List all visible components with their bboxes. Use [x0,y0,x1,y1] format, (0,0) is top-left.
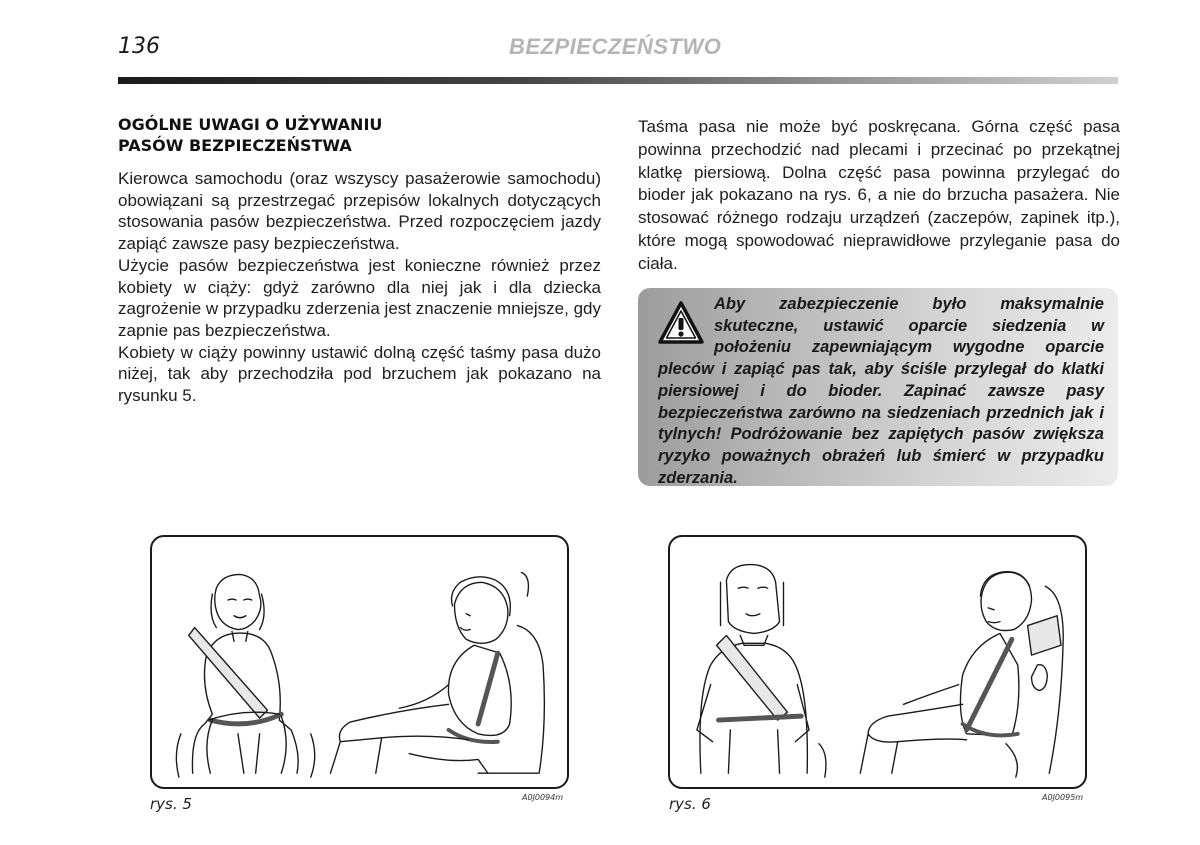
front-seated-woman [176,574,314,777]
figure-5-illustration [152,537,567,787]
right-column-text [638,116,1120,276]
figure-6-caption: rys. 6 [669,795,711,813]
figure-6-frame [668,535,1087,789]
section-heading [118,114,618,156]
figure-5-code: A0J0094m [522,793,564,802]
paragraph-lower-strap: Kobiety w ciąży powinny ustawić dolną część taśmy pasa dużo niżej, tak aby przechodziła pod brzuchem jak pokazano na rysunku 5. [118,342,601,406]
header-rule [118,77,1118,84]
paragraph-strap-position: Taśma pasa nie może być poskręcana. Górna część pasa powinna przechodzić nad plecami i przecinać po przekątnej klatkę piersiową. Dolna część pasa powinna przylegać do bioder jak pokazano na rys. 6, a nie do brzucha pasażera. Nie stosować różnego rodzaju urządzeń (zaczepów, zapinek itp.), które mogą spowodować nieprawidłowe przyleganie pasa do ciała. [638,117,1120,273]
side-seated-passenger [860,572,1063,777]
paragraph-seatbelt-obligation: Kierowca samochodu (oraz wszyscy pasażerowie samochodu) obowiązani są przestrzegać przepisów lokalnych dotyczących stosowania pasów bezpieczeństwa. Przed rozpoczęciem jazdy zapiąć zawsze pasy bezpieczeństwa. [118,169,601,254]
section-title: BEZPIECZEŃSTWO [509,34,722,59]
page-number: 136 [118,34,160,59]
left-column-text [118,168,601,407]
heading-line-1: OGÓLNE UWAGI O UŻYWANIU [118,115,383,134]
paragraph-pregnant-women: Użycie pasów bezpieczeństwa jest konieczne również przez kobiety w ciąży: gdyż zarówno dla niej jak i dla dziecka zagrożenie w przypadku zderzenia jest znaczenie mniejsze, gdy zapnie pas bezpieczeństwa. [118,255,601,340]
side-seated-woman [330,572,544,773]
figure-6-code: A0J0095m [1042,793,1084,802]
figure-5-frame [150,535,569,789]
front-seated-man [697,565,826,778]
warning-text: Aby zabezpieczenie było maksymalnie skuteczne, ustawić oparcie siedzenia w położeniu zapewniającym wygodne oparcie pleców i zapiąć pas tak, aby ściśle przylegał do klatki piersiowej i do bioder. Zapinać zawsze pasy bezpieczeństwa zarówno na siedzeniach przednich jak i tylnych! Podróżowanie bez zapiętych pasów zwiększa ryzyko poważnych obrażeń lub śmierć w przypadku zderzania. [658,295,1104,487]
heading-line-2: PASÓW BEZPIECZEŃSTWA [118,136,352,155]
warning-box [638,288,1118,486]
figure-6-illustration [670,537,1085,787]
figure-5-caption: rys. 5 [150,795,192,813]
warning-triangle-icon [658,300,704,346]
